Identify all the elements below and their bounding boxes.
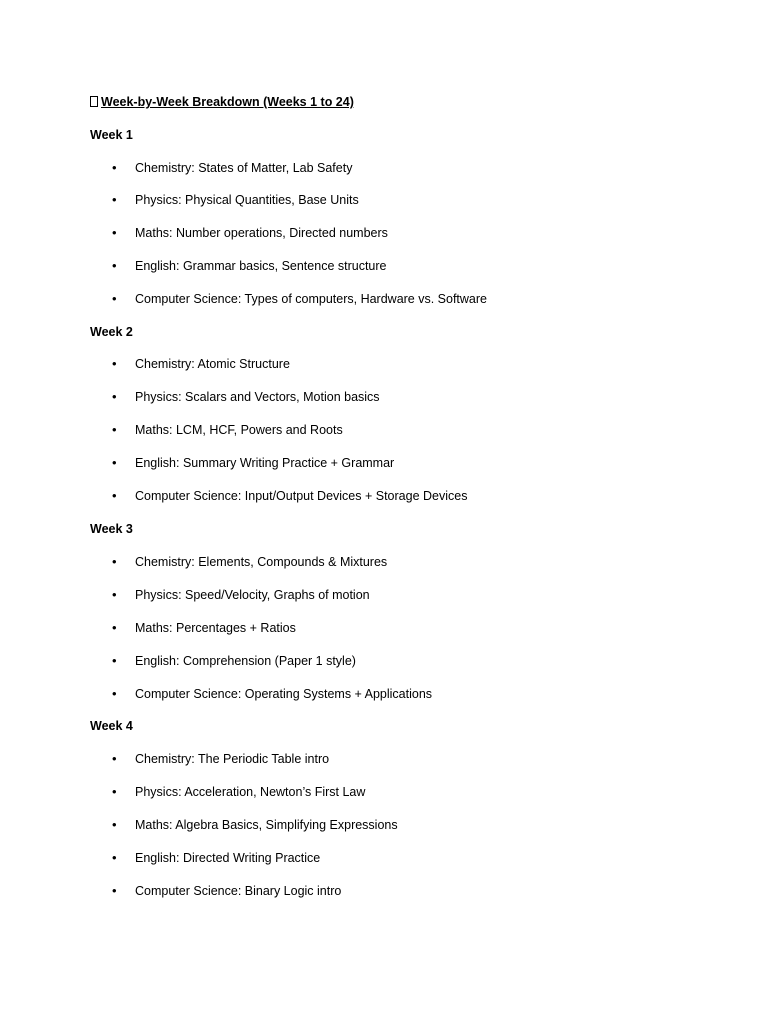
- bullet-icon: •: [112, 455, 117, 470]
- list-item-text: Physics: Acceleration, Newton’s First Law: [135, 785, 366, 799]
- list-item-text: Chemistry: Atomic Structure: [135, 357, 290, 371]
- list-item-text: English: Comprehension (Paper 1 style): [135, 654, 356, 668]
- list-item-text: English: Summary Writing Practice + Grammar: [135, 456, 395, 470]
- list-item-text: Computer Science: Input/Output Devices + Storage Devices: [135, 489, 468, 503]
- list-item-text: Computer Science: Types of computers, Hardware vs. Software: [135, 292, 488, 306]
- list-item-text: Computer Science: Operating Systems + Applications: [135, 687, 433, 701]
- bullet-icon: •: [112, 422, 117, 437]
- list-item-text: Computer Science: Binary Logic intro: [135, 884, 342, 898]
- list-item-text: Maths: Algebra Basics, Simplifying Expressions: [135, 818, 398, 832]
- list-item-text: Maths: LCM, HCF, Powers and Roots: [135, 423, 343, 437]
- list-item-text: English: Directed Writing Practice: [135, 851, 321, 865]
- week-heading: Week 1: [90, 128, 133, 142]
- bullet-icon: •: [112, 160, 117, 175]
- bullet-icon: •: [112, 653, 117, 668]
- bullet-icon: •: [112, 225, 117, 240]
- list-item-text: Physics: Scalars and Vectors, Motion basics: [135, 390, 380, 404]
- list-item-text: English: Grammar basics, Sentence structure: [135, 259, 387, 273]
- bullet-icon: •: [112, 686, 117, 701]
- bullet-icon: •: [112, 784, 117, 799]
- bullet-icon: •: [112, 883, 117, 898]
- week-heading: Week 3: [90, 522, 133, 536]
- list-item-text: Maths: Percentages + Ratios: [135, 621, 296, 635]
- bullet-icon: •: [112, 192, 117, 207]
- bullet-icon: •: [112, 817, 117, 832]
- list-item-text: Chemistry: Elements, Compounds & Mixtures: [135, 555, 388, 569]
- missing-glyph-icon: [90, 96, 98, 107]
- bullet-icon: •: [112, 554, 117, 569]
- bullet-icon: •: [112, 356, 117, 371]
- bullet-icon: •: [112, 389, 117, 404]
- week-heading: Week 2: [90, 325, 133, 339]
- list-item-text: Physics: Physical Quantities, Base Units: [135, 193, 359, 207]
- document-title: [90, 93, 354, 111]
- bullet-icon: •: [112, 291, 117, 306]
- bullet-icon: •: [112, 258, 117, 273]
- list-item-text: Chemistry: States of Matter, Lab Safety: [135, 161, 353, 175]
- list-item-text: Physics: Speed/Velocity, Graphs of motion: [135, 588, 370, 602]
- week-heading: Week 4: [90, 719, 133, 733]
- bullet-icon: •: [112, 488, 117, 503]
- bullet-icon: •: [112, 620, 117, 635]
- bullet-icon: •: [112, 850, 117, 865]
- list-item-text: Maths: Number operations, Directed numbers: [135, 226, 388, 240]
- bullet-icon: •: [112, 587, 117, 602]
- bullet-icon: •: [112, 751, 117, 766]
- list-item-text: Chemistry: The Periodic Table intro: [135, 752, 330, 766]
- document-title-text: Week-by-Week Breakdown (Weeks 1 to 24): [101, 95, 354, 109]
